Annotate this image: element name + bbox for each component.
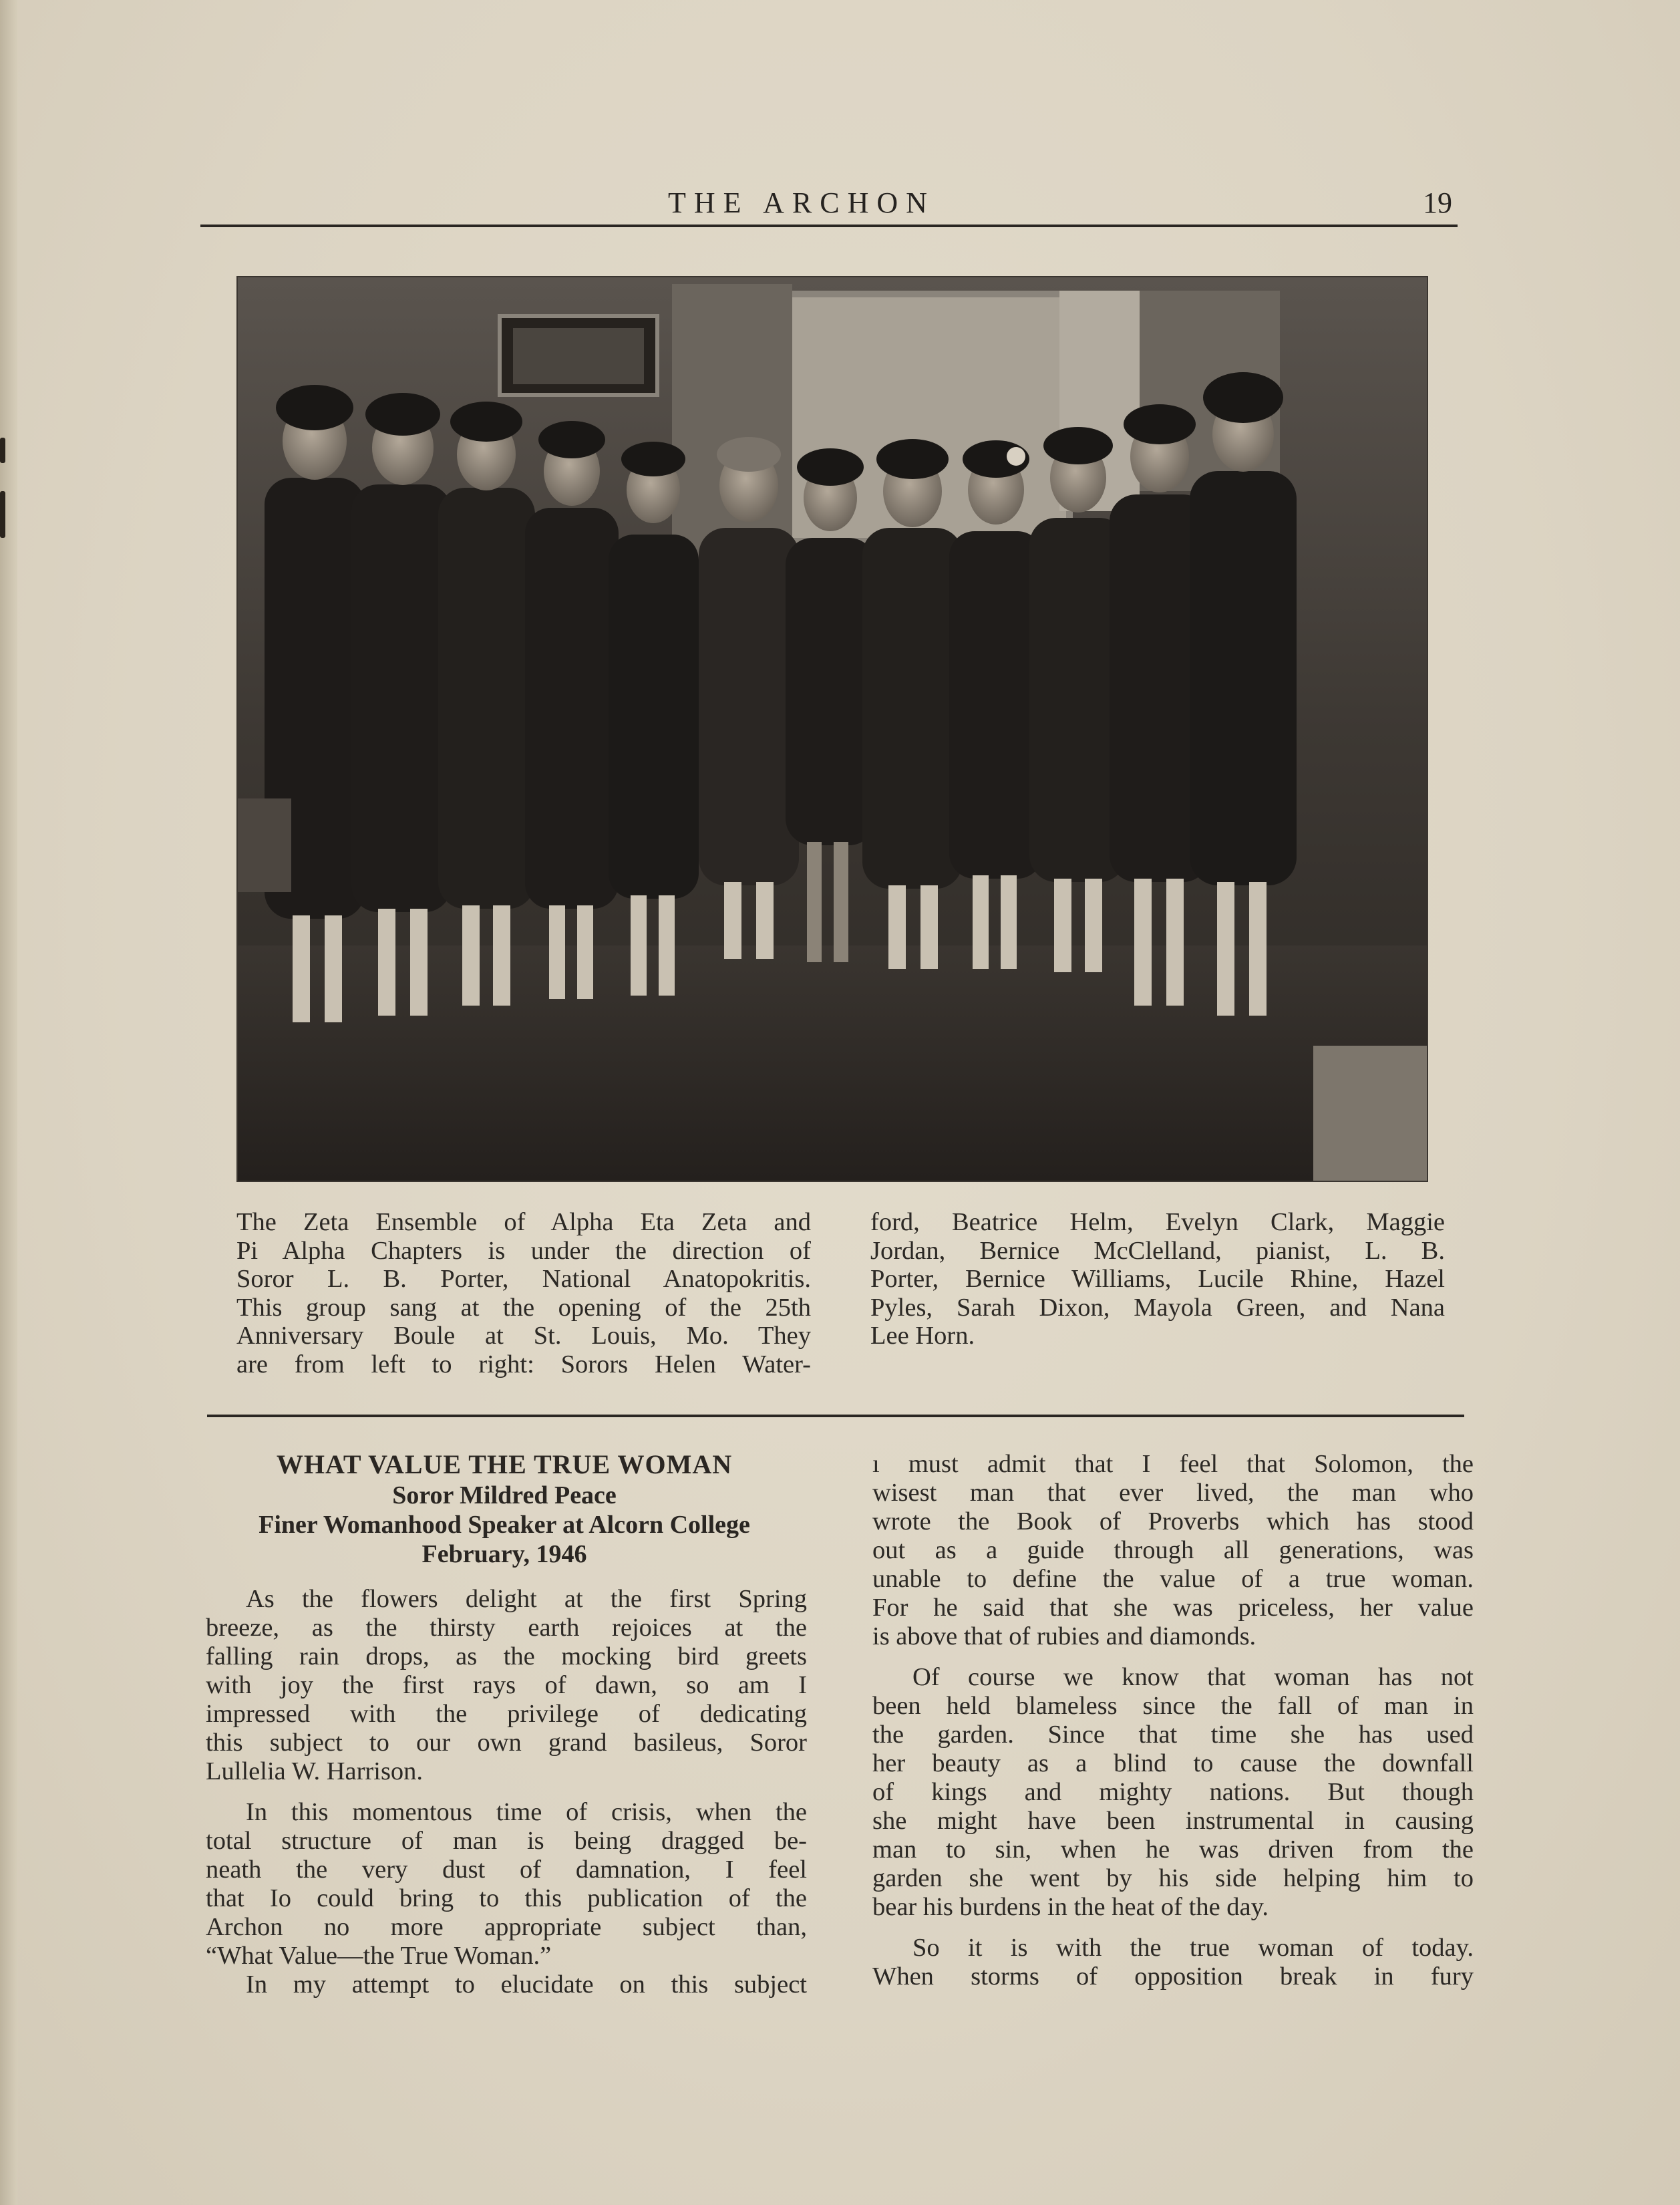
paragraph-line: falling rain drops, as the mocking bird greets: [206, 1642, 807, 1670]
paragraph-line: out as a guide through all generations, was: [872, 1536, 1474, 1564]
paragraph-line: When storms of opposition break in fury: [872, 1962, 1474, 1991]
binding-mark: [0, 491, 5, 538]
article-column-right: [872, 1450, 1474, 1991]
paragraph-line: man to sin, when he was driven from the: [872, 1835, 1474, 1864]
caption-line: This group sang at the opening of the 25th: [236, 1293, 811, 1322]
running-title: THE ARCHON: [668, 186, 935, 219]
photo-illustration: [238, 277, 1427, 1181]
article-affiliation: Finer Womanhood Speaker at Alcorn College: [259, 1511, 750, 1539]
paragraph-line: she might have been instrumental in causing: [872, 1807, 1474, 1835]
paragraph-line: bear his burdens in the heat of the day.: [872, 1893, 1269, 1921]
paragraph-line: of kings and mighty nations. But though: [872, 1778, 1474, 1806]
paragraph-line: In this momentous time of crisis, when the: [246, 1798, 807, 1826]
photo-caption-right: [870, 1208, 1445, 1350]
paragraph-line: In my attempt to elucidate on this subject: [246, 1970, 807, 1999]
paragraph-line: been held blameless since the fall of man in: [872, 1692, 1474, 1720]
group-photograph: [236, 276, 1428, 1182]
caption-line: are from left to right: Sorors Helen Water-: [236, 1350, 811, 1378]
binding-mark: [0, 438, 5, 463]
paragraph-line: that Io could bring to this publication of the: [206, 1884, 807, 1912]
caption-line: Pi Alpha Chapters is under the direction of: [236, 1236, 811, 1265]
section-divider: [207, 1415, 1464, 1417]
caption-line: Anniversary Boule at St. Louis, Mo. They: [236, 1322, 811, 1350]
paragraph-line: total structure of man is being dragged be-: [206, 1827, 807, 1855]
paragraph-line: As the flowers delight at the first Spring: [246, 1585, 807, 1613]
article-date: February, 1946: [422, 1540, 587, 1568]
paragraph-line: Archon no more appropriate subject than,: [206, 1913, 807, 1941]
paragraph-line: the garden. Since that time she has used: [872, 1721, 1474, 1749]
paragraph-line: unable to define the value of a true woman.: [872, 1565, 1474, 1593]
caption-line: Porter, Bernice Williams, Lucile Rhine, Hazel: [870, 1265, 1445, 1293]
photo-caption-left: [236, 1208, 811, 1378]
header-rule: [200, 225, 1458, 227]
paragraph-line: is above that of rubies and diamonds.: [872, 1622, 1256, 1650]
caption-line: ford, Beatrice Helm, Evelyn Clark, Maggie: [870, 1208, 1445, 1236]
caption-line: Lee Horn.: [870, 1322, 975, 1350]
page-number: 19: [1423, 186, 1452, 219]
article-author: Soror Mildred Peace: [392, 1481, 617, 1509]
paragraph-line: garden she went by his side helping him to: [872, 1864, 1474, 1892]
paragraph-line: Lullelia W. Harrison.: [206, 1757, 424, 1785]
caption-line: Pyles, Sarah Dixon, Mayola Green, and Nana: [870, 1293, 1445, 1322]
paragraph-line: her beauty as a blind to cause the downfall: [872, 1749, 1474, 1777]
paragraph-line: wisest man that ever lived, the man who: [872, 1479, 1474, 1507]
caption-line: Jordan, Bernice McClelland, pianist, L. B.: [870, 1236, 1445, 1265]
article-column-left: [206, 1585, 807, 1999]
binding-edge: [0, 0, 17, 2205]
paragraph-line: neath the very dust of damnation, I feel: [206, 1856, 807, 1884]
paragraph-line: this subject to our own grand basileus, Soror: [206, 1729, 807, 1757]
paragraph-line: wrote the Book of Proverbs which has stood: [872, 1507, 1474, 1535]
caption-line: Soror L. B. Porter, National Anatopokritis.: [236, 1265, 811, 1293]
paragraph-line: “What Value—the True Woman.”: [206, 1942, 552, 1970]
paragraph-line: with joy the first rays of dawn, so am I: [206, 1671, 807, 1699]
paragraph-line: Of course we know that woman has not: [912, 1663, 1474, 1691]
paragraph-line: breeze, as the thirsty earth rejoices at the: [206, 1614, 807, 1642]
caption-line: The Zeta Ensemble of Alpha Eta Zeta and: [236, 1208, 811, 1236]
paragraph-line: For he said that she was priceless, her value: [872, 1594, 1474, 1622]
paragraph-line: So it is with the true woman of today.: [912, 1934, 1474, 1962]
paragraph-line: ı must admit that I feel that Solomon, the: [872, 1450, 1474, 1478]
article-title: WHAT VALUE THE TRUE WOMAN: [276, 1449, 733, 1479]
article-heading: [200, 1449, 808, 1569]
paragraph-line: impressed with the privilege of dedicating: [206, 1700, 807, 1728]
